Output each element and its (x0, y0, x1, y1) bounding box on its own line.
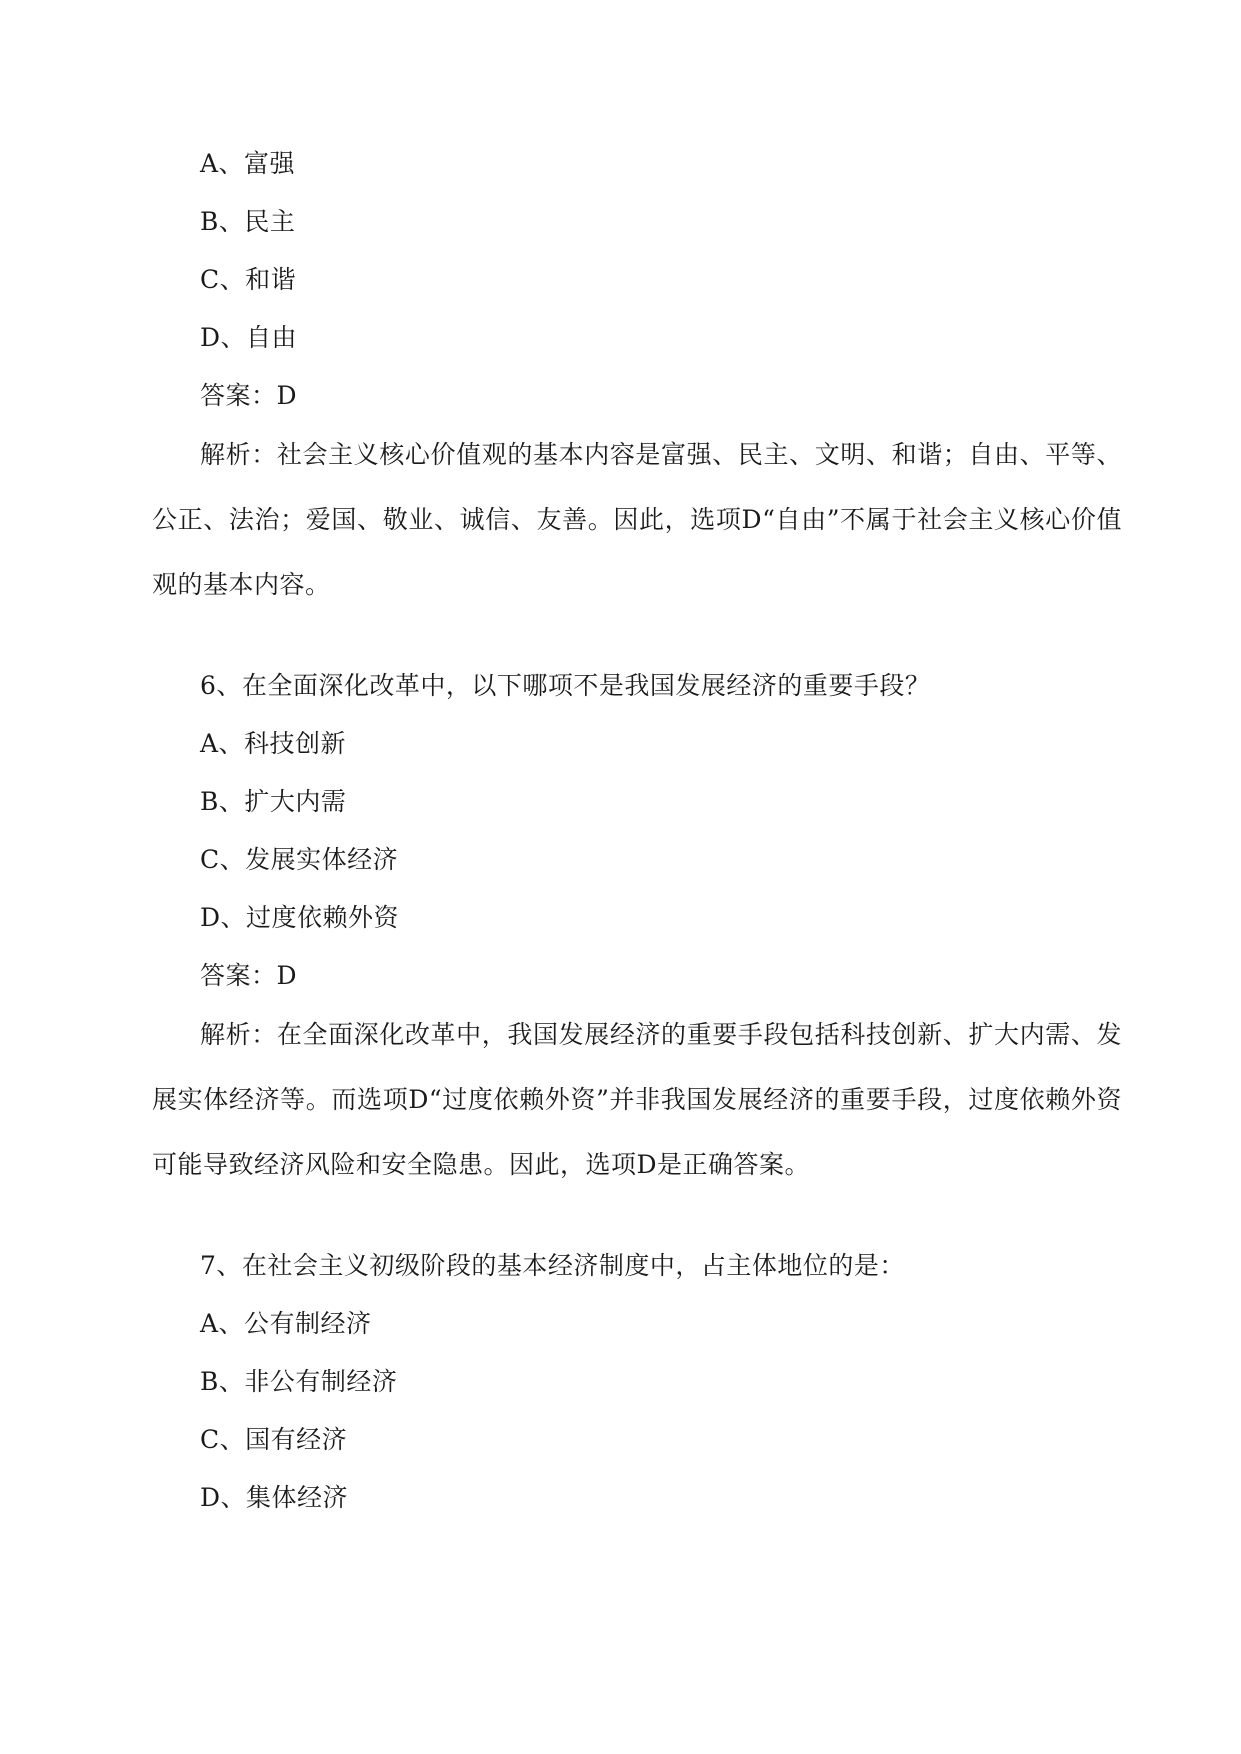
q6-answer: 答案：D (200, 961, 298, 990)
q5-option-b: B、民主 (200, 207, 296, 236)
q7-option-b: B、非公有制经济 (200, 1367, 398, 1396)
q7-option-c: C、国有经济 (200, 1425, 348, 1454)
q6-option-b: B、扩大内需 (200, 787, 347, 816)
q6-question: 6、在全面深化改革中，以下哪项不是我国发展经济的重要手段？ (200, 671, 931, 700)
q5-answer: 答案：D (200, 381, 298, 410)
q6-option-a: A、科技创新 (200, 729, 347, 758)
q5-option-d: D、自由 (200, 323, 298, 352)
q5-option-c: C、和谐 (200, 265, 297, 294)
q6-option-c: C、发展实体经济 (200, 845, 399, 874)
q6-analysis: 解析：在全面深化改革中，我国发展经济的重要手段包括科技创新、扩大内需、发展实体经济等。而选项D“过度依赖外资”并非我国发展经济的重要手段，过度依赖外资可能导致经济风险和安全隐患。因此，选项D是正确答案。 (152, 1020, 1122, 1179)
q7-option-d: D、集体经济 (200, 1483, 349, 1512)
q5-option-a: A、富强 (200, 149, 296, 178)
q6-option-d: D、过度依赖外资 (200, 903, 400, 932)
q5-analysis: 解析：社会主义核心价值观的基本内容是富强、民主、文明、和谐；自由、平等、公正、法治；爱国、敬业、诚信、友善。因此，选项D“自由”不属于社会主义核心价值观的基本内容。 (152, 440, 1122, 599)
q7-option-a: A、公有制经济 (200, 1309, 372, 1338)
q7-question: 7、在社会主义初级阶段的基本经济制度中，占主体地位的是： (200, 1251, 905, 1280)
